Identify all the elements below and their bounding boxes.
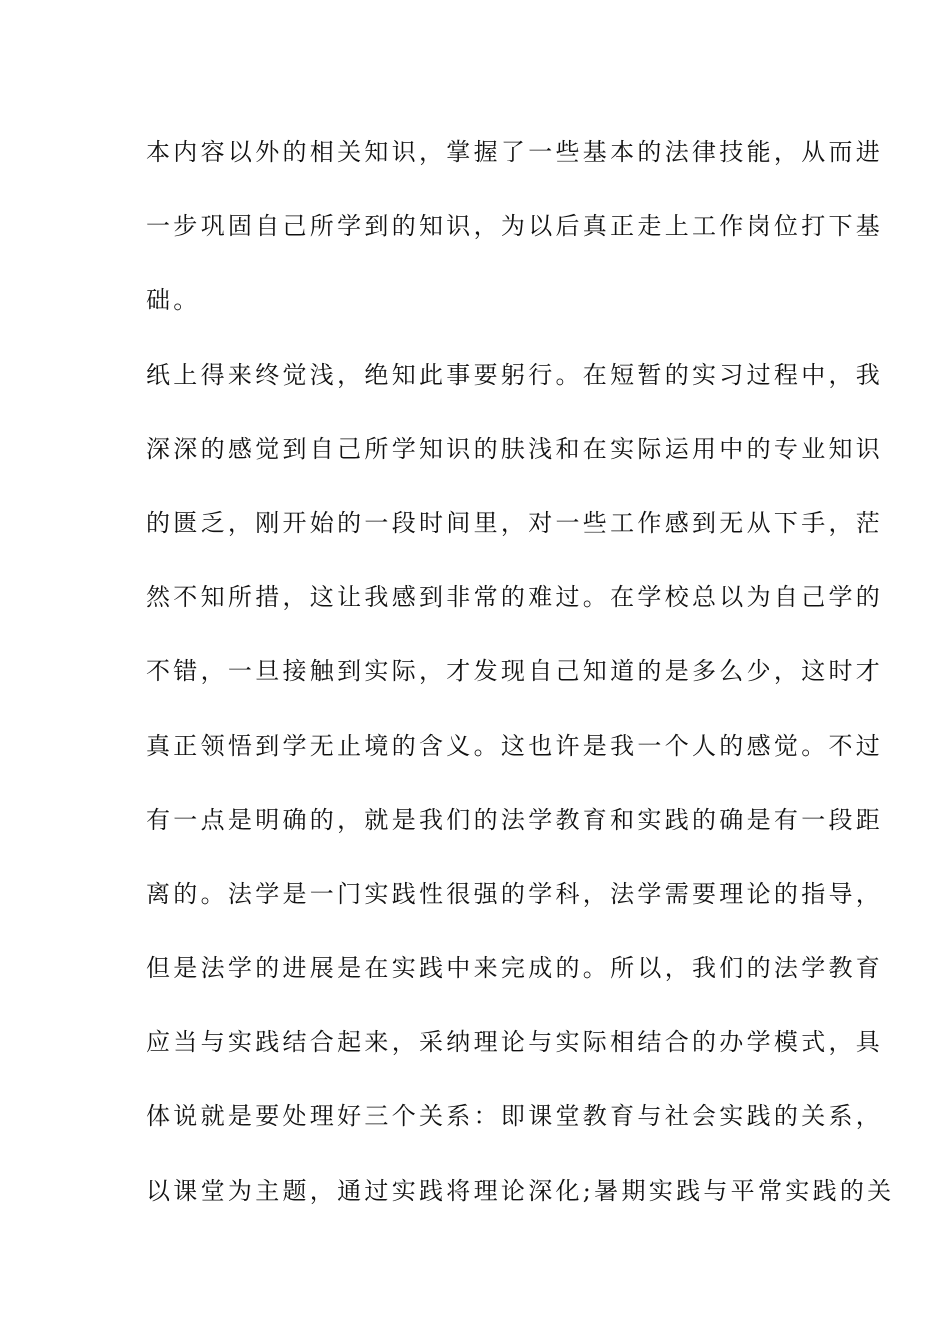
text-line-4: 纸上得来终觉浅，绝知此事要躬行。在短暂的实习过程中，我 <box>146 360 884 389</box>
text-line-14: 体说就是要处理好三个关系：即课堂教育与社会实践的关系， <box>146 1102 884 1131</box>
text-line-5: 深深的感觉到自己所学知识的肤浅和在实际运用中的专业知识 <box>146 434 884 463</box>
text-line-2: 一步巩固自己所学到的知识，为以后真正走上工作岗位打下基 <box>146 212 884 241</box>
text-line-13: 应当与实践结合起来，采纳理论与实际相结合的办学模式，具 <box>146 1028 884 1057</box>
text-line-6: 的匮乏，刚开始的一段时间里，对一些工作感到无从下手，茫 <box>146 508 884 537</box>
text-line-11: 离的。法学是一门实践性很强的学科，法学需要理论的指导， <box>146 879 884 908</box>
text-line-12: 但是法学的进展是在实践中来完成的。所以，我们的法学教育 <box>146 954 884 983</box>
text-line-15: 以课堂为主题，通过实践将理论深化;暑期实践与平常实践的关 <box>146 1176 895 1205</box>
text-line-1: 本内容以外的相关知识，掌握了一些基本的法律技能，从而进 <box>146 138 884 166</box>
text-line-10: 有一点是明确的，就是我们的法学教育和实践的确是有一段距 <box>146 805 884 834</box>
text-line-8: 不错，一旦接触到实际，才发现自己知道的是多么少，这时才 <box>146 657 884 686</box>
text-line-7: 然不知所措，这让我感到非常的难过。在学校总以为自己学的 <box>146 583 884 612</box>
text-line-3: 础。 <box>146 286 201 315</box>
document-body <box>146 134 895 1247</box>
text-line-9: 真正领悟到学无止境的含义。这也许是我一个人的感觉。不过 <box>146 731 884 760</box>
